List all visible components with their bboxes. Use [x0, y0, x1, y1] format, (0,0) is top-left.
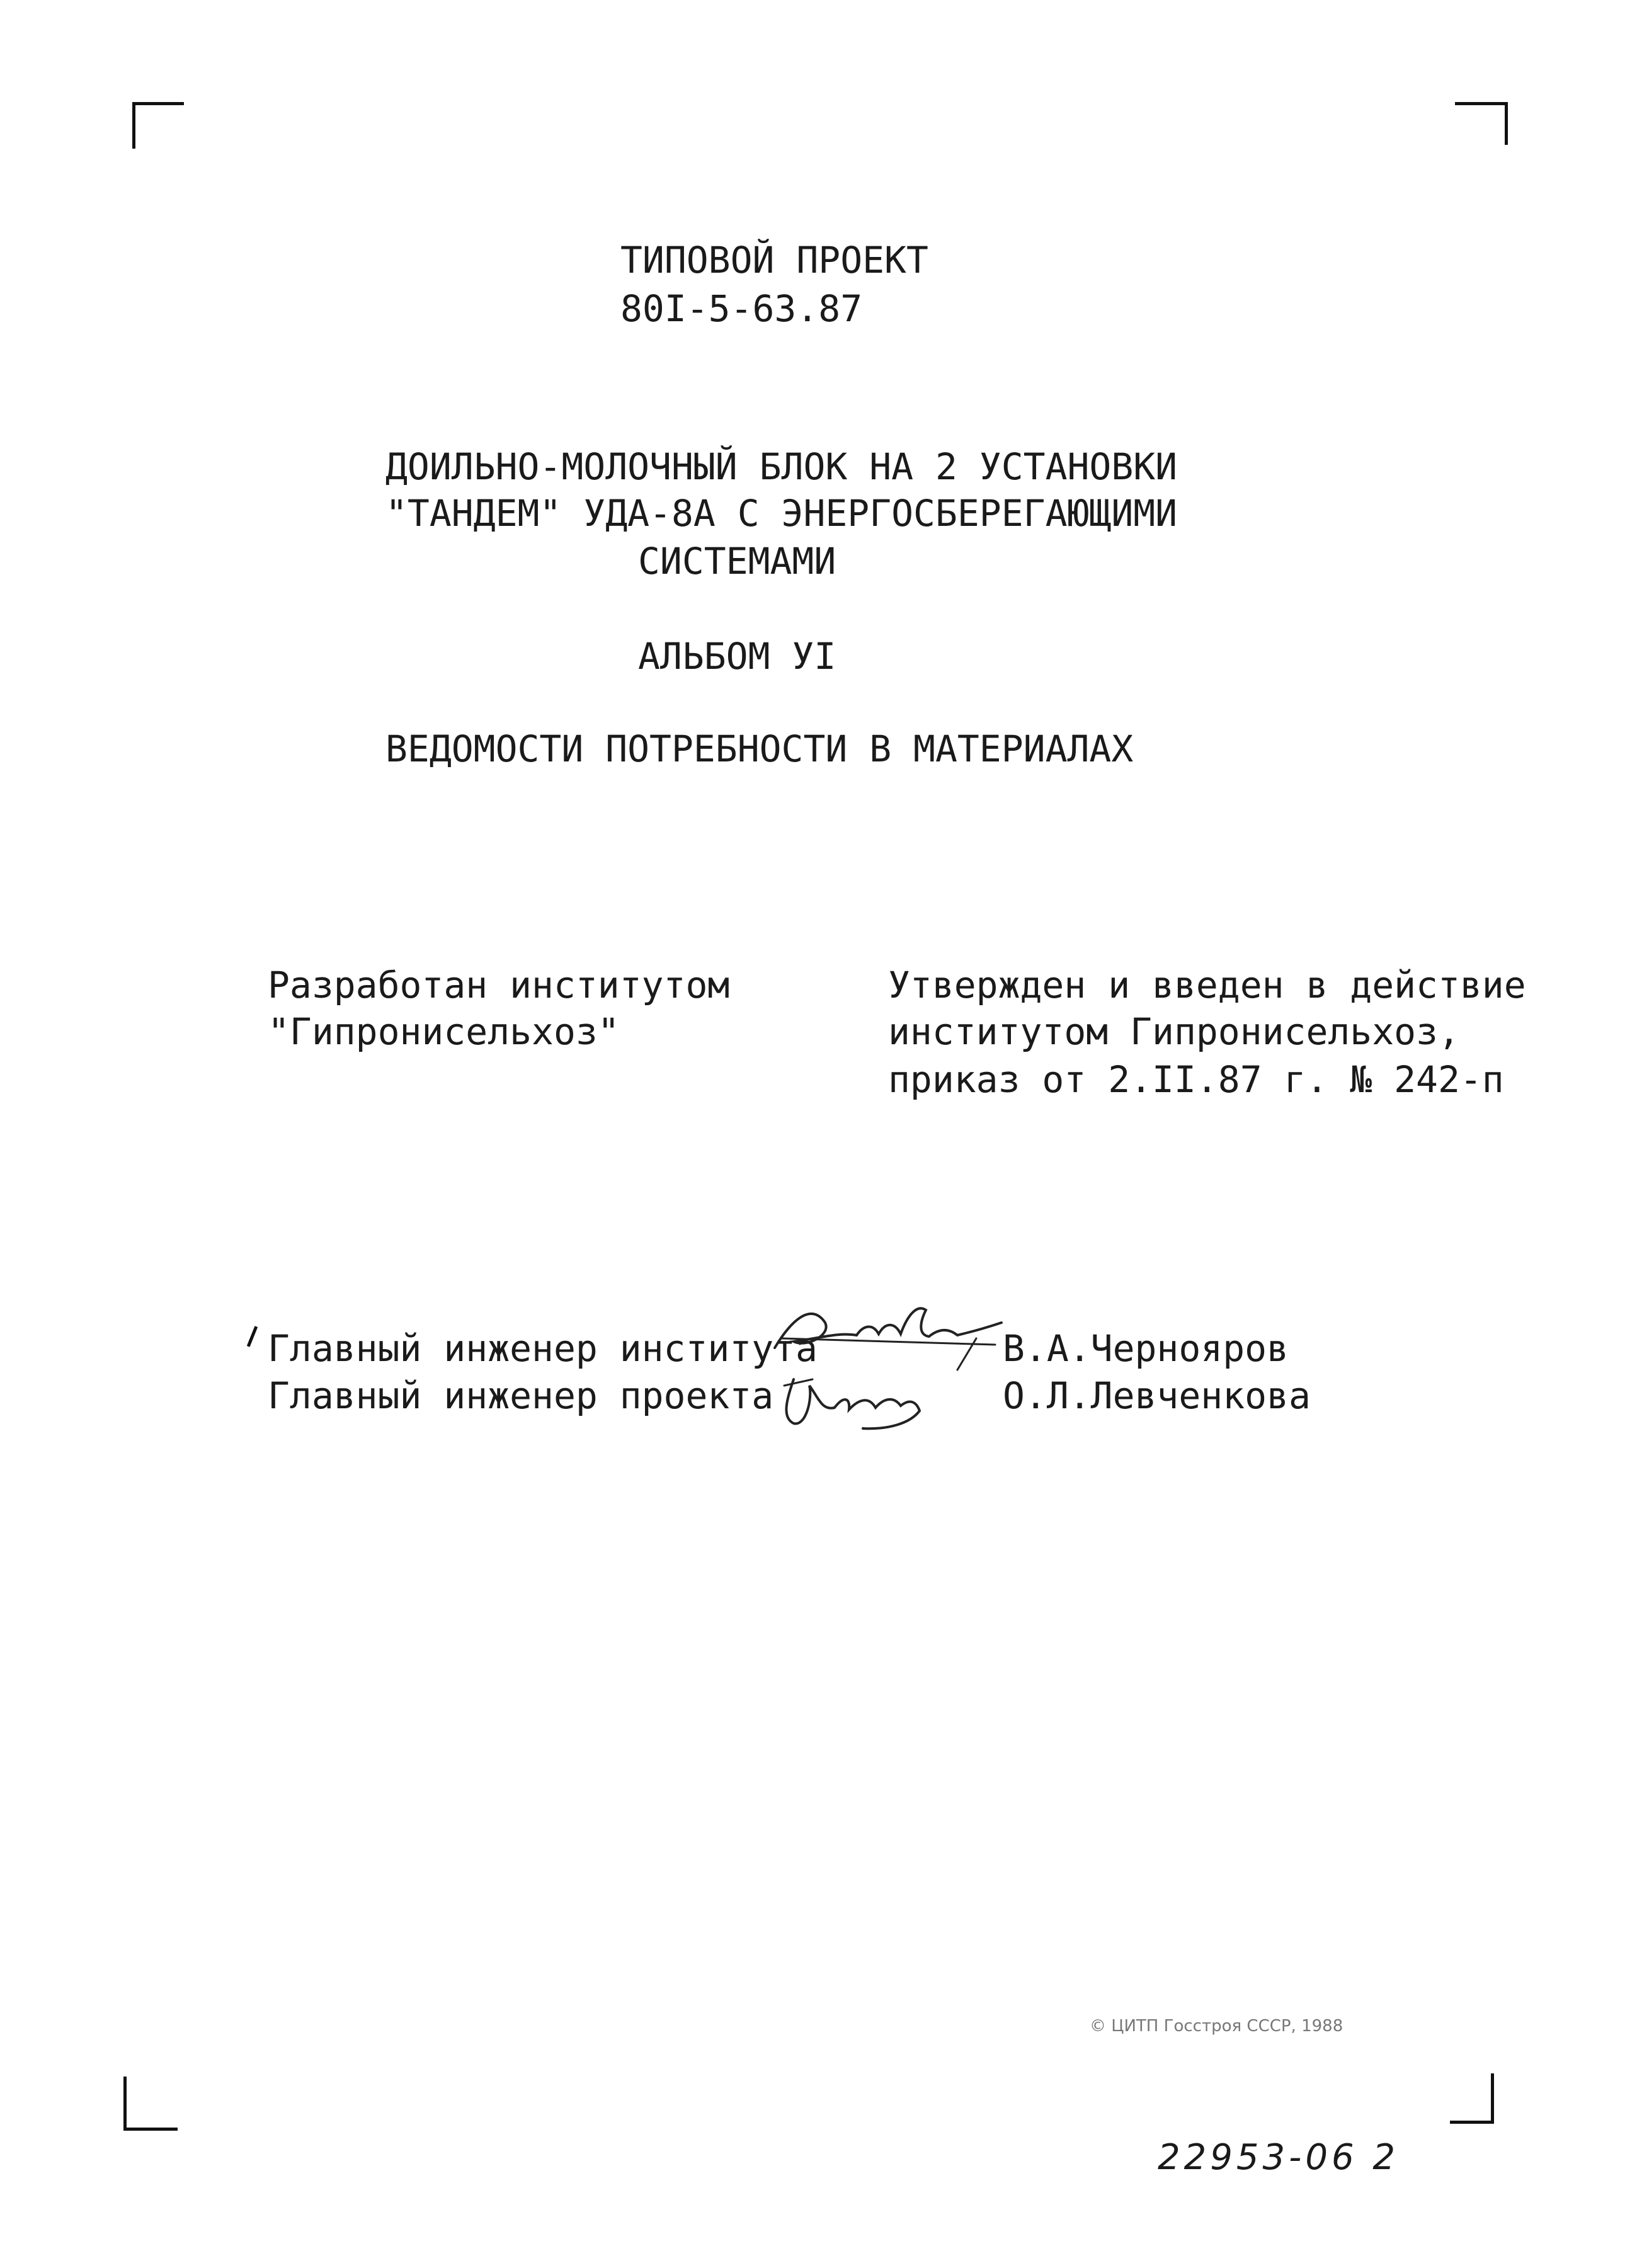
corner-mark-top-right-v — [1505, 102, 1508, 145]
corner-mark-bottom-right-v — [1491, 2073, 1494, 2124]
chief-engineer-institute-role: Главный инженер института — [268, 1327, 818, 1370]
corner-mark-bottom-right-h — [1450, 2121, 1494, 2124]
project-title-line-2: "ТАНДЕМ" УДА-8А С ЭНЕРГОСБЕРЕГАЮЩИМИ — [385, 492, 1178, 535]
corner-mark-top-left-v — [132, 102, 135, 149]
developed-by-line-1: Разработан институтом — [268, 964, 730, 1006]
signature-levchenkova — [775, 1360, 964, 1442]
chief-engineer-institute-name: В.А.Чернояров — [1003, 1327, 1289, 1370]
album-title: ВЕДОМОСТИ ПОТРЕБНОСТИ В МАТЕРИАЛАХ — [385, 727, 1134, 770]
approved-line-2: институтом Гипронисельхоз, — [888, 1010, 1460, 1053]
album-label: АЛЬБОМ УI — [638, 635, 836, 678]
signature-chernoyarov — [768, 1279, 1008, 1373]
copyright-notice: © ЦИТП Госстроя СССР, 1988 — [1090, 2017, 1343, 2036]
chief-engineer-project-role: Главный инженер проекта — [268, 1374, 774, 1417]
corner-mark-top-left-h — [132, 102, 184, 105]
chief-engineer-project-name: О.Л.Левченкова — [1003, 1374, 1311, 1417]
approved-line-1: Утвержден и введен в действие — [888, 964, 1526, 1006]
corner-mark-bottom-left-h — [123, 2128, 178, 2131]
developed-by-line-2: "Гипронисельхоз" — [268, 1010, 620, 1053]
approved-line-3: приказ от 2.II.87 г. № 242-п — [888, 1058, 1504, 1101]
corner-mark-bottom-left-v — [123, 2077, 127, 2131]
corner-mark-top-right-h — [1455, 102, 1508, 105]
inventory-number: 22953-06 2 — [1158, 2137, 1400, 2178]
project-code: 80I-5-63.87 — [620, 287, 863, 330]
series-label: ТИПОВОЙ ПРОЕКТ — [620, 239, 928, 282]
project-title-line-3: СИСТЕМАМИ — [638, 540, 836, 583]
project-title-line-1: ДОИЛЬНО-МОЛОЧНЫЙ БЛОК НА 2 УСТАНОВКИ — [385, 445, 1178, 488]
signature-tick-mark — [247, 1326, 258, 1347]
